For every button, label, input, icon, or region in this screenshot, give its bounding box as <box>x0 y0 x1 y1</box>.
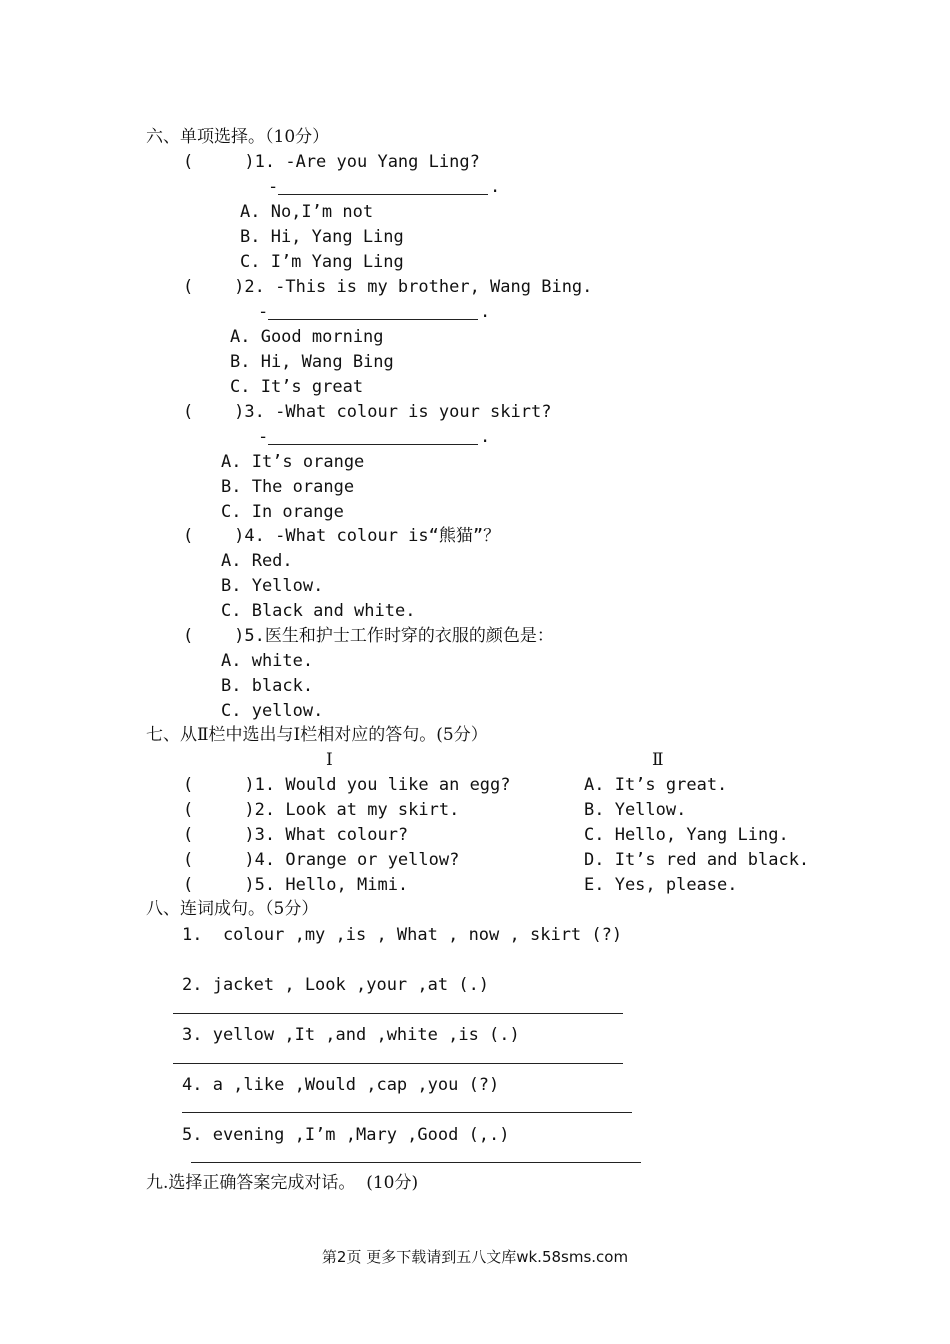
section-6-heading: 六、单项选择。（10分） <box>146 127 330 147</box>
match-right-b: B. Yellow. <box>584 800 687 820</box>
q1-stem: ( )1. -Are you Yang Ling? <box>183 152 480 172</box>
answer-line <box>191 1162 641 1163</box>
column-2-label: Ⅱ <box>652 750 664 770</box>
q3-option-a: A. It’s orange <box>221 452 365 472</box>
section-7-heading: 七、从Ⅱ栏中选出与Ⅰ栏相对应的答句。(5分） <box>146 725 488 745</box>
section-9-heading: 九.选择正确答案完成对话。 (10分) <box>146 1173 419 1193</box>
q1-option-b: B. Hi, Yang Ling <box>240 227 404 247</box>
q2-answer-line <box>268 319 478 320</box>
answer-line <box>173 1063 623 1064</box>
page-footer: 第2页 更多下载请到五八文库wk.58sms.com <box>321 1248 629 1266</box>
answer-line <box>182 1112 632 1113</box>
sentence-item-1: 1. colour ,my ,is , What , now , skirt (?) <box>182 925 623 945</box>
q3-stem: ( )3. -What colour is your skirt? <box>183 402 552 422</box>
answer-line <box>173 1013 623 1014</box>
q1-option-a: A. No,I’m not <box>240 202 374 222</box>
match-right-a: A. It’s great. <box>584 775 728 795</box>
sentence-item-5: 5. evening ,I’m ,Mary ,Good (,.) <box>182 1125 510 1145</box>
q3-answer-line <box>268 444 478 445</box>
match-right-c: C. Hello, Yang Ling. <box>584 825 789 845</box>
q2-option-a: A. Good morning <box>230 327 384 347</box>
q2-answer-dash: - <box>258 302 269 322</box>
q4-option-c: C. Black and white. <box>221 601 416 621</box>
match-right-e: E. Yes, please. <box>584 875 738 895</box>
q1-option-c: C. I’m Yang Ling <box>240 252 404 272</box>
sentence-item-3: 3. yellow ,It ,and ,white ,is (.) <box>182 1025 520 1045</box>
match-right-d: D. It’s red and black. <box>584 850 810 870</box>
match-left-4: ( )4. Orange or yellow? <box>183 850 460 870</box>
q2-option-c: C. It’s great <box>230 377 364 397</box>
q3-answer-dot: . <box>480 427 491 447</box>
match-left-1: ( )1. Would you like an egg? <box>183 775 511 795</box>
q4-stem: ( )4. -What colour is“熊猫”？ <box>183 526 501 546</box>
q3-option-b: B. The orange <box>221 477 355 497</box>
q5-option-b: B. black. <box>221 676 314 696</box>
column-1-label: Ⅰ <box>326 750 333 770</box>
sentence-item-2: 2. jacket , Look ,your ,at (.) <box>182 975 490 995</box>
q1-answer-dot: . <box>490 177 501 197</box>
q4-option-a: A. Red. <box>221 551 293 571</box>
q5-stem: ( )5.医生和护士工作时穿的衣服的颜色是： <box>183 626 554 646</box>
match-left-3: ( )3. What colour? <box>183 825 409 845</box>
match-left-2: ( )2. Look at my skirt. <box>183 800 460 820</box>
q2-option-b: B. Hi, Wang Bing <box>230 352 394 372</box>
match-left-5: ( )5. Hello, Mimi. <box>183 875 409 895</box>
q4-option-b: B. Yellow. <box>221 576 324 596</box>
sentence-item-4: 4. a ,like ,Would ,cap ,you (?) <box>182 1075 500 1095</box>
q3-answer-dash: - <box>258 427 269 447</box>
q5-option-c: C. yellow. <box>221 701 324 721</box>
q5-option-a: A. white. <box>221 651 314 671</box>
q2-answer-dot: . <box>480 302 491 322</box>
q3-option-c: C. In orange <box>221 502 344 522</box>
section-8-heading: 八、连词成句。（5分） <box>146 899 319 919</box>
q2-stem: ( )2. -This is my brother, Wang Bing. <box>183 277 593 297</box>
q1-answer-line <box>278 194 488 195</box>
q1-answer-dash: - <box>268 177 279 197</box>
